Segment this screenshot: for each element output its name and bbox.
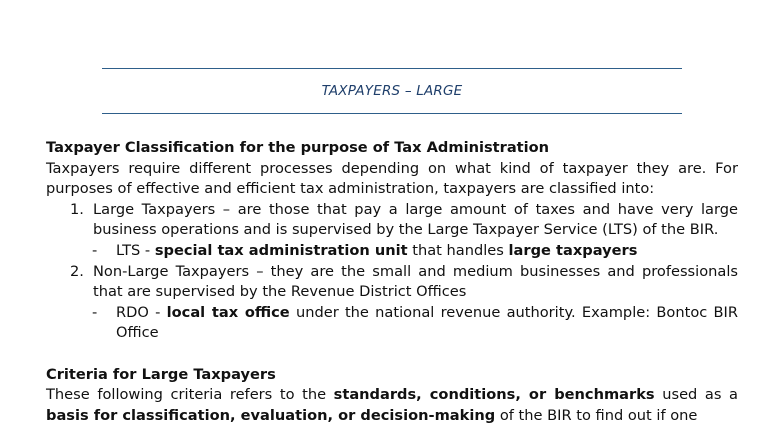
sub-item	[46, 241, 738, 262]
sub-item-text: under the national revenue authority. Example: Bontoc BIR Office	[116, 303, 738, 342]
paragraph-gap	[46, 344, 738, 365]
criteria-text-1: These following criteria refers to the	[46, 386, 334, 404]
header-rule-top	[102, 68, 682, 69]
section-heading-classification: Taxpayer Classification for the purpose of Tax Administration	[46, 139, 550, 156]
list-number: 2.	[70, 262, 84, 280]
criteria-paragraph	[46, 385, 738, 426]
document-body	[46, 138, 738, 426]
header-rule-bottom	[102, 113, 682, 114]
sub-item-prefix: LTS -	[116, 241, 155, 259]
sub-item-bold-end: large taxpayers	[508, 241, 638, 259]
list-number: 1.	[70, 200, 84, 218]
sub-item	[46, 303, 738, 344]
sub-item-dash: -	[92, 241, 98, 259]
page-title: TAXPAYERS – LARGE	[321, 83, 463, 99]
criteria-text-3: of the BIR to find out if one	[495, 406, 698, 424]
criteria-bold-1: standards, conditions, or benchmarks	[333, 386, 655, 404]
criteria-text-2: used as a	[654, 386, 738, 404]
section-heading-criteria: Criteria for Large Taxpayers	[46, 365, 276, 383]
list-item-text: Non-Large Taxpayers – they are the small and medium businesses and professionals that are supervised by the Revenue District Offices	[93, 262, 738, 301]
intro-paragraph: Taxpayers require different processes depending on what kind of taxpayer they are. For purposes of effective and efficient tax administration, taxpayers are classified into:	[46, 159, 738, 198]
sub-item-text: that handles	[407, 241, 509, 259]
criteria-bold-2: basis for classification, evaluation, or decision-making	[46, 406, 496, 424]
sub-item-prefix: RDO -	[116, 303, 167, 321]
list-item	[46, 200, 738, 241]
list-item-text: Large Taxpayers – are those that pay a large amount of taxes and have very large business operations and is supervised by the Large Taxpayer Service (LTS) of the BIR.	[93, 200, 738, 239]
sub-item-dash: -	[92, 303, 98, 321]
list-item	[46, 262, 738, 303]
sub-item-bold: special tax administration unit	[154, 241, 408, 259]
sub-item-bold: local tax office	[166, 303, 290, 321]
